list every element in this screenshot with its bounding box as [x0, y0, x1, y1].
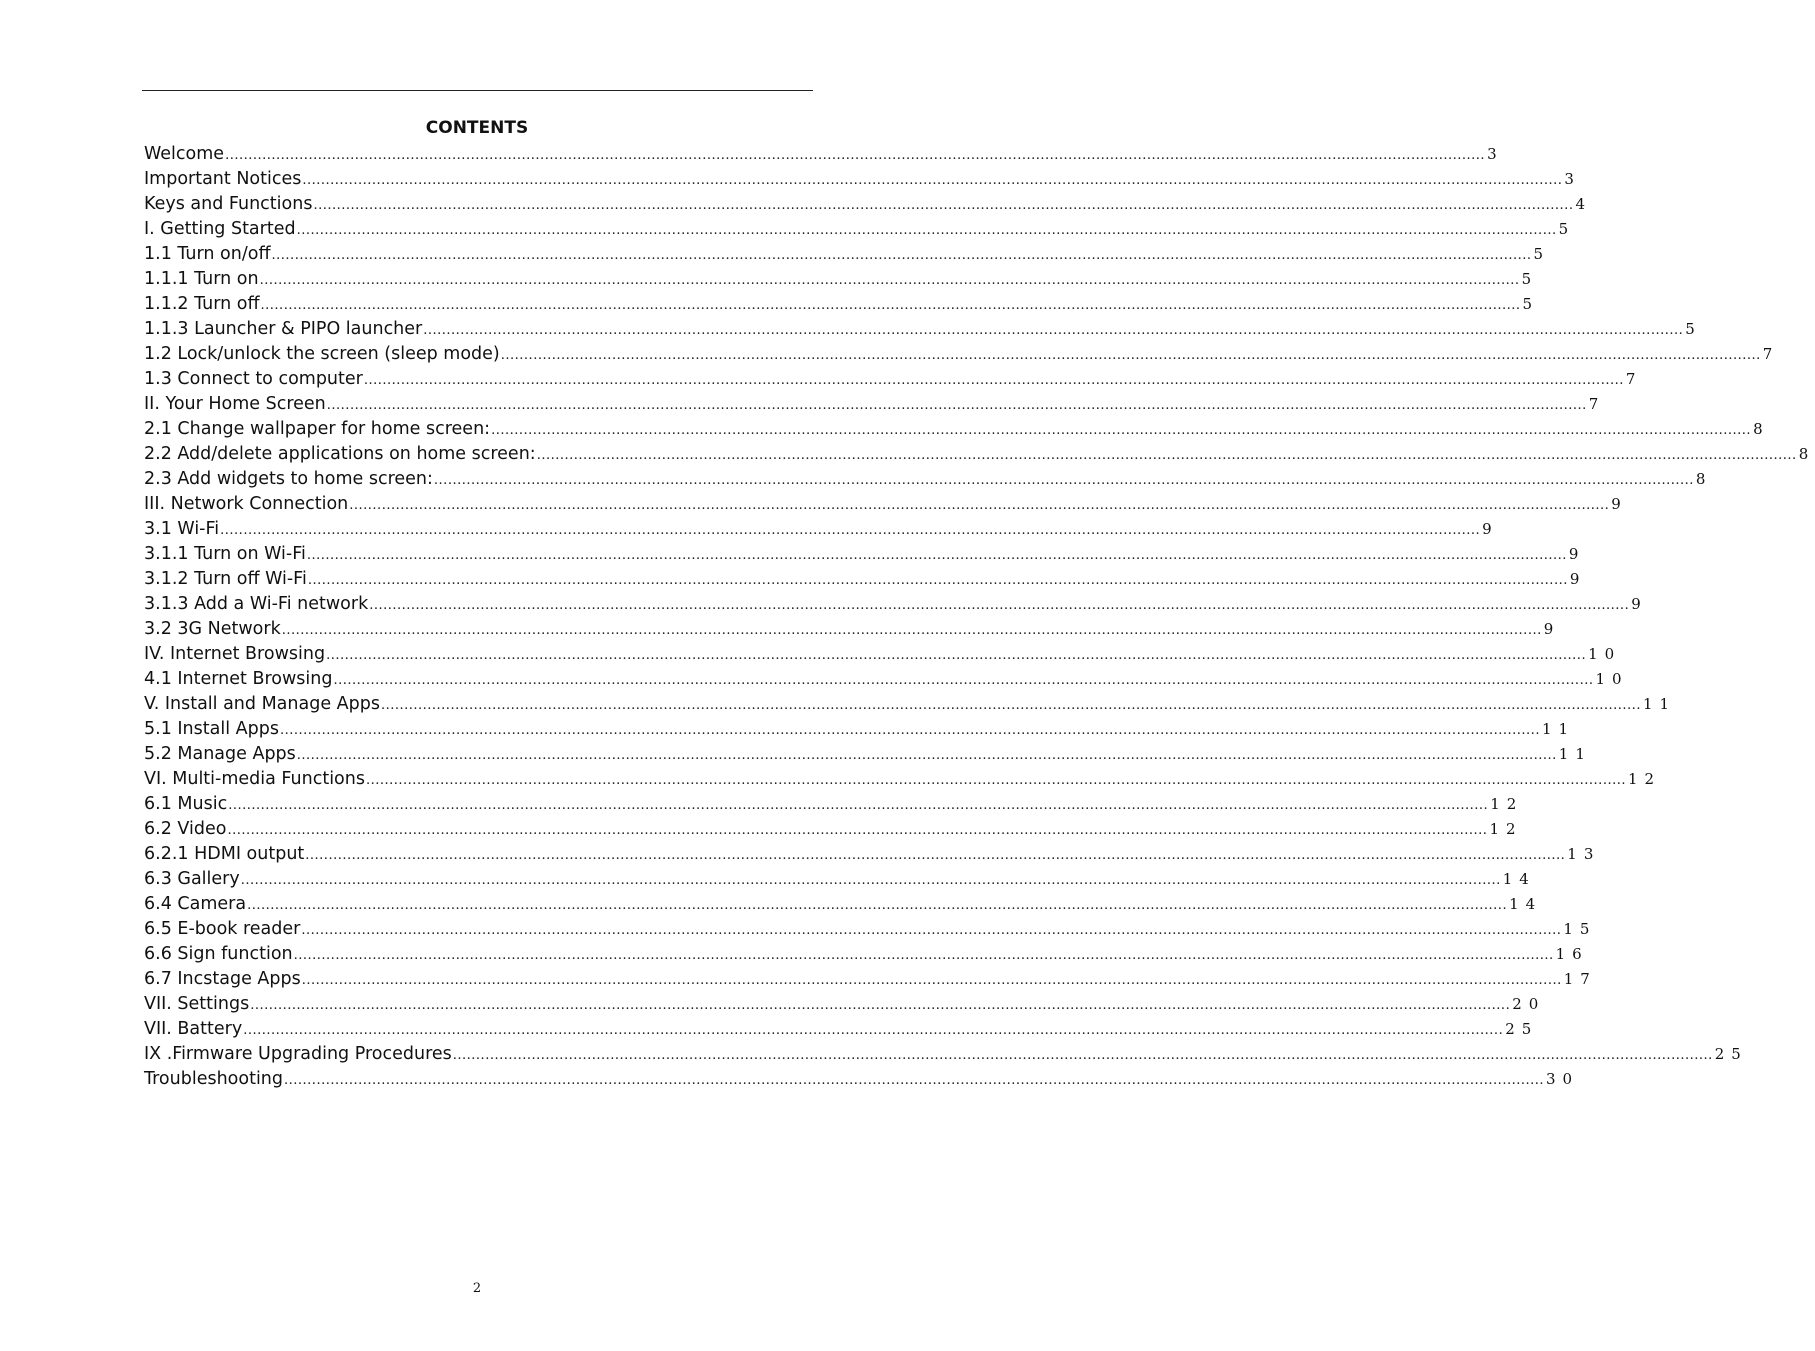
toc-entry[interactable] — [144, 692, 1677, 717]
toc-entry[interactable] — [144, 942, 1589, 967]
toc-entry-label: 2.1 Change wallpaper for home screen: — [144, 419, 491, 439]
toc-entry-page: 5 — [1558, 220, 1576, 238]
toc-dot-leader — [305, 843, 1565, 868]
toc-entry-page: 5 — [1685, 320, 1702, 338]
toc-entry-page: 9 — [1569, 570, 1587, 588]
toc-dot-leader — [307, 543, 1567, 568]
table-of-contents — [144, 142, 1815, 1092]
toc-entry-page: 13 — [1567, 845, 1601, 863]
toc-dot-leader — [364, 368, 1624, 393]
toc-entry[interactable] — [144, 792, 1524, 817]
toc-entry-page: 8 — [1753, 420, 1770, 438]
toc-entry-label: 1.1.1 Turn on — [144, 269, 259, 289]
toc-dot-leader — [260, 268, 1520, 293]
toc-entry-page: 12 — [1490, 795, 1524, 813]
toc-entry-label: 2.2 Add/delete applications on home screen: — [144, 444, 536, 464]
toc-dot-leader — [349, 493, 1609, 518]
toc-dot-leader — [243, 1018, 1503, 1043]
toc-entry-page: 8 — [1798, 445, 1815, 463]
toc-entry-page: 12 — [1627, 770, 1662, 788]
toc-dot-leader — [282, 618, 1542, 643]
toc-entry[interactable] — [144, 392, 1606, 417]
toc-entry-label: III. Network Connection — [144, 494, 349, 514]
toc-entry[interactable] — [144, 242, 1551, 267]
toc-entry-label: Welcome — [144, 144, 225, 164]
toc-entry-label: 3.1.2 Turn off Wi-Fi — [144, 569, 307, 589]
toc-entry-label: 6.6 Sign function — [144, 944, 293, 964]
toc-entry-label: Troubleshooting — [144, 1069, 284, 1089]
toc-entry-page: 16 — [1555, 945, 1589, 963]
toc-dot-leader — [297, 218, 1557, 243]
page-number: 2 — [472, 1281, 482, 1296]
toc-entry-page: 3 — [1487, 145, 1504, 163]
toc-entry[interactable] — [144, 817, 1523, 842]
toc-entry-label: 1.1 Turn on/off — [144, 244, 271, 264]
toc-entry-label: 1.1.2 Turn off — [144, 294, 260, 314]
toc-dot-leader — [333, 668, 1593, 693]
toc-entry[interactable] — [144, 542, 1586, 567]
toc-entry[interactable] — [144, 467, 1713, 492]
toc-entry-page: 8 — [1695, 470, 1713, 488]
toc-entry-page: 9 — [1482, 520, 1499, 538]
toc-dot-leader — [294, 943, 1554, 968]
toc-entry-page: 9 — [1611, 495, 1628, 513]
toc-entry[interactable] — [144, 992, 1546, 1017]
toc-entry-label: VI. Multi-media Functions — [144, 769, 365, 789]
toc-entry[interactable] — [144, 1017, 1539, 1042]
toc-entry[interactable] — [144, 167, 1581, 192]
toc-entry[interactable] — [144, 842, 1601, 867]
toc-entry-label: 6.2.1 HDMI output — [144, 844, 305, 864]
toc-entry-page: 9 — [1543, 620, 1561, 638]
toc-entry-label: 6.3 Gallery — [144, 869, 240, 889]
toc-entry-label: 6.4 Camera — [144, 894, 247, 914]
toc-entry-label: VII. Battery — [144, 1019, 243, 1039]
toc-dot-leader — [381, 693, 1641, 718]
toc-dot-leader — [327, 393, 1587, 418]
toc-dot-leader — [369, 593, 1629, 618]
toc-entry-page: 15 — [1563, 920, 1597, 938]
toc-entry-page: 7 — [1625, 370, 1643, 388]
toc-entry[interactable] — [144, 142, 1504, 167]
toc-entry-page: 5 — [1533, 245, 1551, 263]
toc-entry[interactable] — [144, 342, 1780, 367]
toc-dot-leader — [326, 643, 1586, 668]
toc-entry-label: IV. Internet Browsing — [144, 644, 326, 664]
toc-entry[interactable] — [144, 517, 1499, 542]
toc-entry-label: 2.3 Add widgets to home screen: — [144, 469, 433, 489]
toc-entry[interactable] — [144, 917, 1597, 942]
toc-entry[interactable] — [144, 892, 1543, 917]
toc-entry-page: 5 — [1522, 295, 1540, 313]
toc-entry[interactable] — [144, 717, 1576, 742]
toc-entry[interactable] — [144, 1067, 1580, 1092]
toc-dot-leader — [301, 918, 1561, 943]
toc-dot-leader — [250, 993, 1510, 1018]
toc-dot-leader — [284, 1068, 1544, 1093]
toc-entry-label: 6.7 Incstage Apps — [144, 969, 301, 989]
toc-entry-label: 6.5 E-book reader — [144, 919, 301, 939]
contents-heading: CONTENTS — [425, 118, 529, 138]
toc-entry-page: 9 — [1568, 545, 1586, 563]
toc-entry-page: 7 — [1762, 345, 1780, 363]
toc-dot-leader — [537, 443, 1797, 468]
toc-entry-page: 4 — [1575, 195, 1592, 213]
toc-entry[interactable] — [144, 267, 1539, 292]
toc-entry[interactable] — [144, 292, 1540, 317]
toc-entry[interactable] — [144, 617, 1561, 642]
toc-entry-page: 12 — [1489, 820, 1523, 838]
toc-entry-label: 1.1.3 Launcher & PIPO launcher — [144, 319, 423, 339]
toc-entry-page: 9 — [1631, 595, 1648, 613]
toc-dot-leader — [453, 1043, 1713, 1068]
toc-entry-label: II. Your Home Screen — [144, 394, 326, 414]
toc-entry-page: 5 — [1521, 270, 1539, 288]
toc-entry-page: 25 — [1505, 1020, 1539, 1038]
toc-entry-label: 6.1 Music — [144, 794, 228, 814]
toc-entry-label: IX .Firmware Upgrading Procedures — [144, 1044, 452, 1064]
toc-entry-page: 17 — [1563, 970, 1597, 988]
toc-entry[interactable] — [144, 217, 1576, 242]
toc-entry-label: Keys and Functions — [144, 194, 313, 214]
toc-entry-label: 3.1.3 Add a Wi-Fi network — [144, 594, 369, 614]
toc-entry[interactable] — [144, 367, 1643, 392]
toc-dot-leader — [280, 718, 1540, 743]
toc-entry-page: 14 — [1509, 895, 1543, 913]
toc-entry-page: 11 — [1541, 720, 1576, 738]
toc-dot-leader — [227, 818, 1487, 843]
toc-dot-leader — [491, 418, 1751, 443]
toc-entry-label: 3.1 Wi-Fi — [144, 519, 220, 539]
toc-entry-label: V. Install and Manage Apps — [144, 694, 380, 714]
toc-dot-leader — [261, 293, 1521, 318]
toc-entry-page: 10 — [1588, 645, 1622, 663]
toc-dot-leader — [241, 868, 1501, 893]
toc-entry-page: 11 — [1642, 695, 1677, 713]
toc-dot-leader — [302, 968, 1562, 993]
toc-dot-leader — [272, 243, 1532, 268]
toc-entry-page: 30 — [1546, 1070, 1580, 1088]
toc-entry-label: I. Getting Started — [144, 219, 296, 239]
toc-entry-label: 5.1 Install Apps — [144, 719, 279, 739]
toc-dot-leader — [220, 518, 1480, 543]
toc-dot-leader — [225, 143, 1485, 168]
toc-dot-leader — [434, 468, 1694, 493]
toc-entry-page: 10 — [1595, 670, 1629, 688]
toc-entry-label: 3.1.1 Turn on Wi-Fi — [144, 544, 306, 564]
toc-entry-label: 1.3 Connect to computer — [144, 369, 363, 389]
toc-entry-page: 14 — [1502, 870, 1536, 888]
toc-entry[interactable] — [144, 417, 1770, 442]
toc-entry[interactable] — [144, 967, 1597, 992]
toc-dot-leader — [302, 168, 1562, 193]
toc-entry-page: 7 — [1588, 395, 1606, 413]
toc-entry-label: 5.2 Manage Apps — [144, 744, 296, 764]
toc-dot-leader — [228, 793, 1488, 818]
toc-entry-label: 6.2 Video — [144, 819, 227, 839]
header-rule — [142, 90, 813, 91]
toc-dot-leader — [423, 318, 1683, 343]
toc-entry-page: 3 — [1564, 170, 1581, 188]
toc-entry[interactable] — [144, 667, 1629, 692]
toc-entry[interactable] — [144, 592, 1648, 617]
toc-dot-leader — [366, 768, 1626, 793]
toc-entry-page: 11 — [1558, 745, 1592, 763]
toc-entry-label: VII. Settings — [144, 994, 250, 1014]
toc-entry[interactable] — [144, 742, 1592, 767]
toc-entry-page: 20 — [1512, 995, 1546, 1013]
toc-entry-label: 4.1 Internet Browsing — [144, 669, 333, 689]
toc-entry[interactable] — [144, 442, 1815, 467]
toc-dot-leader — [247, 893, 1507, 918]
toc-dot-leader — [297, 743, 1557, 768]
toc-dot-leader — [501, 343, 1761, 368]
toc-entry[interactable] — [144, 192, 1592, 217]
toc-entry[interactable] — [144, 767, 1662, 792]
toc-entry[interactable] — [144, 1042, 1748, 1067]
toc-entry[interactable] — [144, 567, 1587, 592]
toc-entry-label: Important Notices — [144, 169, 302, 189]
toc-entry-page: 25 — [1714, 1045, 1748, 1063]
toc-entry[interactable] — [144, 317, 1702, 342]
toc-dot-leader — [313, 193, 1573, 218]
toc-entry[interactable] — [144, 867, 1536, 892]
toc-entry-label: 1.2 Lock/unlock the screen (sleep mode) — [144, 344, 500, 364]
toc-entry[interactable] — [144, 492, 1628, 517]
toc-dot-leader — [308, 568, 1568, 593]
toc-entry[interactable] — [144, 642, 1622, 667]
toc-entry-label: 3.2 3G Network — [144, 619, 281, 639]
